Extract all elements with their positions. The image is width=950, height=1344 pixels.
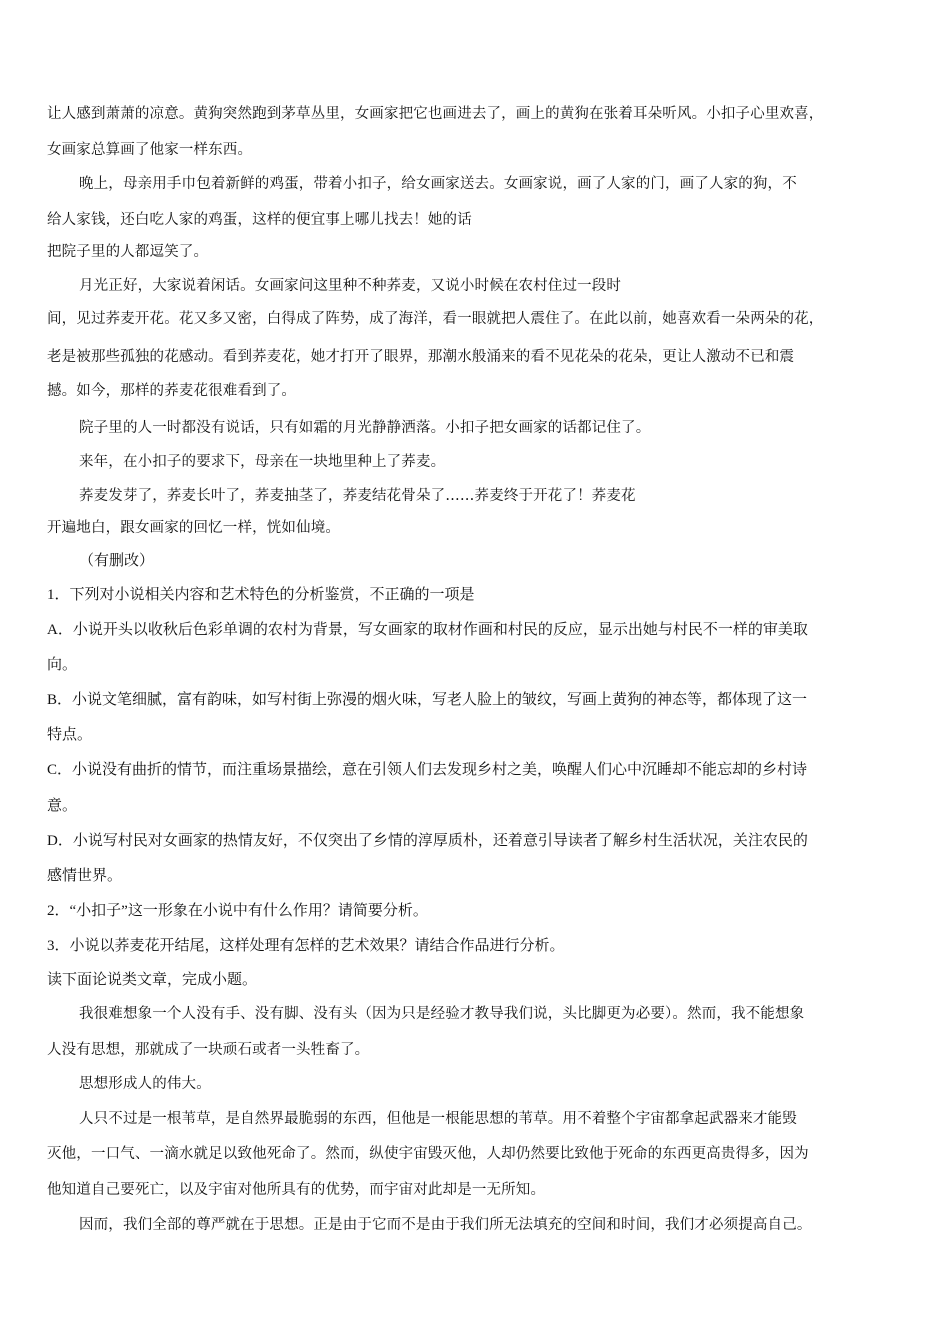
option-d-line-1: D．小说写村民对女画家的热情友好，不仅突出了乡情的淳厚质朴，还着意引导读者了解乡村生活状况，关注农民的 [47, 833, 808, 849]
story-line-4: 给人家钱，还白吃人家的鸡蛋，这样的便宜事上哪儿找去！她的话 [47, 212, 472, 228]
essay-line-3: 思想形成人的伟大。 [79, 1076, 211, 1092]
story-line-6: 月光正好，大家说着闲话。女画家问这里种不种荞麦，又说小时候在农村住过一段时 [79, 278, 622, 294]
question-2: 2．“小扣子”这一形象在小说中有什么作用？请简要分析。 [47, 903, 428, 919]
essay-line-4: 人只不过是一根苇草，是自然界最脆弱的东西，但他是一根能思想的苇草。用不着整个宇宙都拿起武器来才能毁 [79, 1111, 797, 1127]
option-b-line-2: 特点。 [47, 727, 93, 743]
question-1: 1．下列对小说相关内容和艺术特色的分析鉴赏，不正确的一项是 [47, 587, 475, 603]
essay-line-7: 因而，我们全部的尊严就在于思想。正是由于它而不是由于我们所无法填充的空间和时间，我们才必须提高自己。 [79, 1217, 812, 1233]
story-line-11: 来年，在小扣子的要求下，母亲在一块地里种上了荞麦。 [79, 454, 446, 470]
option-d-line-2: 感情世界。 [47, 868, 123, 884]
story-line-12: 荞麦发芽了，荞麦长叶了，荞麦抽茎了，荞麦结花骨朵了……荞麦终于开花了！荞麦花 [79, 488, 636, 504]
story-line-2: 女画家总算画了他家一样东西。 [47, 142, 253, 158]
story-line-3: 晚上，母亲用手巾包着新鲜的鸡蛋，带着小扣子，给女画家送去。女画家说，画了人家的门，画了人家的狗，不 [79, 176, 797, 192]
story-line-1: 让人感到萧萧的凉意。黄狗突然跑到茅草丛里，女画家把它也画进去了，画上的黄狗在张着耳朵听风。小扣子心里欢喜， [47, 106, 824, 122]
question-3: 3．小说以荞麦花开结尾，这样处理有怎样的艺术效果？请结合作品进行分析。 [47, 938, 565, 954]
story-line-5: 把院子里的人都逗笑了。 [47, 244, 209, 260]
story-line-7: 间，见过荞麦开花。花又多又密，白得成了阵势，成了海洋，看一眼就把人震住了。在此以前，她喜欢看一朵两朵的花， [47, 311, 824, 327]
option-b-line-1: B．小说文笔细腻，富有韵味，如写村街上弥漫的烟火味，写老人脸上的皱纹，写画上黄狗的神态等，都体现了这一 [47, 692, 808, 708]
essay-line-6: 他知道自己要死亡，以及宇宙对他所具有的优势，而宇宙对此却是一无所知。 [47, 1182, 546, 1198]
essay-intro: 读下面论说类文章，完成小题。 [47, 972, 258, 988]
essay-line-2: 人没有思想，那就成了一块顽石或者一头牲畜了。 [47, 1042, 370, 1058]
option-c-line-2: 意。 [47, 798, 78, 814]
option-a-line-2: 向。 [47, 657, 78, 673]
story-line-10: 院子里的人一时都没有说话，只有如霜的月光静静洒落。小扣子把女画家的话都记住了。 [79, 420, 651, 436]
story-line-9: 撼。如今，那样的荞麦花很难看到了。 [47, 383, 297, 399]
option-a-line-1: A．小说开头以收秋后色彩单调的农村为背景，写女画家的取材作画和村民的反应，显示出她与村民不一样的审美取 [47, 622, 808, 638]
story-line-8: 老是被那些孤独的花感动。看到荞麦花，她才打开了眼界，那潮水般涌来的看不见花朵的花朵，更让人激动不已和震 [47, 349, 795, 365]
essay-line-1: 我很难想象一个人没有手、没有脚、没有头（因为只是经验才教导我们说，头比脚更为必要）。然而，我不能想象 [79, 1006, 805, 1022]
essay-line-5: 灭他，一口气、一滴水就足以致他死命了。然而，纵使宇宙毁灭他，人却仍然要比致他于死命的东西更高贵得多，因为 [47, 1146, 809, 1162]
edit-note: （有删改） [79, 553, 155, 569]
story-line-13: 开遍地白，跟女画家的回忆一样，恍如仙境。 [47, 520, 340, 536]
option-c-line-1: C．小说没有曲折的情节，而注重场景描绘，意在引领人们去发现乡村之美，唤醒人们心中沉睡却不能忘却的乡村诗 [47, 762, 808, 778]
